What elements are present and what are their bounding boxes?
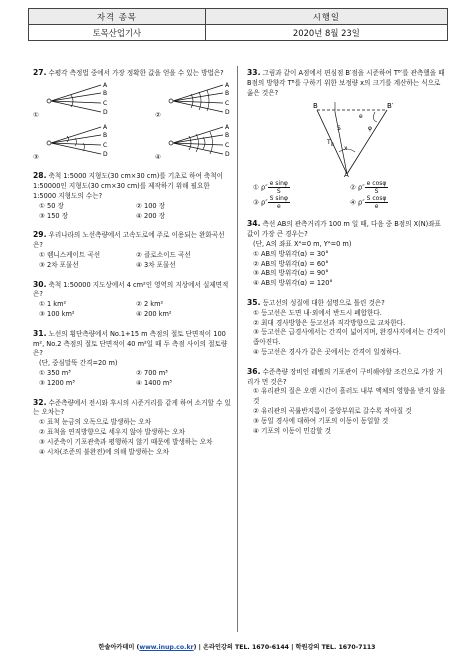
exam-header-table xyxy=(28,8,448,41)
q36-option-1[interactable]: ① 유리관의 질은 오랜 시간이 흘러도 내부 액체의 영향을 받지 않을 것 xyxy=(253,387,446,406)
svg-text:D: D xyxy=(103,150,108,158)
q36-text: 수준측량 장비인 레벨의 기포관이 구비해야할 조건으로 가장 거리가 먼 것은? xyxy=(247,367,443,386)
left-column xyxy=(33,68,233,466)
q32-option-2[interactable]: ② 표척을 연직방향으로 세우지 않아 발생하는 오차 xyxy=(39,427,185,436)
q34-note: (단, A의 좌표 Xᴬ=0 m, Yᴬ=0 m) xyxy=(253,239,352,248)
q35-option-1[interactable]: ① 등고선은 도면 내·외에서 반드시 폐합한다. xyxy=(253,308,382,317)
svg-text:C: C xyxy=(225,141,230,149)
q27-option-4[interactable]: ④ xyxy=(154,152,161,161)
q32-option-1[interactable]: ① 표척 눈금의 오독으로 발생하는 오차 xyxy=(39,418,151,427)
q31-note: (단, 중심말뚝 간격=20 m) xyxy=(39,359,118,368)
question-35 xyxy=(247,298,447,358)
q36-option-2[interactable]: ② 유리관의 곡률반지름이 중앙부위로 갈수록 작아질 것 xyxy=(253,406,412,415)
q29-option-4[interactable]: ④ 3차 포물선 xyxy=(136,260,176,269)
footer-brand: 한솔아카데미 ( xyxy=(98,644,140,651)
q36-option-3[interactable]: ③ 동일 경사에 대하여 기포의 이동이 동일할 것 xyxy=(253,416,389,425)
q36-number: 36. xyxy=(247,366,261,376)
q27-option-1[interactable]: ① xyxy=(33,110,39,119)
header-date-value: 2020년 8월 23일 xyxy=(205,25,447,41)
q31-option-1[interactable]: ① 350 m³ xyxy=(39,368,71,377)
question-36 xyxy=(247,367,447,437)
question-30 xyxy=(33,280,233,320)
q34-option-1[interactable]: ① AB의 방위각(α) = 30° xyxy=(253,249,329,258)
svg-text:D: D xyxy=(225,108,230,116)
footer-url-link[interactable]: www.inup.co.kr xyxy=(139,644,194,651)
header-subject-label: 자격 종목 xyxy=(29,9,206,25)
svg-text:B: B xyxy=(225,89,230,97)
svg-text:A: A xyxy=(344,171,349,179)
q30-text: 축척 1:50000 지도상에서 4 cm²인 영역의 지상에서 실제면적은? xyxy=(33,280,229,299)
svg-text:B: B xyxy=(103,89,108,97)
svg-text:A: A xyxy=(103,81,108,89)
q27-option-2[interactable]: ② xyxy=(154,110,161,119)
right-column xyxy=(247,68,447,445)
q29-option-2[interactable]: ② 클로소이드 곡선 xyxy=(136,250,191,259)
page-footer xyxy=(0,642,474,651)
question-32 xyxy=(33,398,233,458)
q30-option-3[interactable]: ③ 100 km² xyxy=(39,309,75,318)
q34-text: 측선 AB의 관측거리가 100 m 일 때, 다음 중 B점의 X(N)좌표 값이 가장 큰 경우는? xyxy=(247,220,441,239)
question-29 xyxy=(33,230,233,270)
q33-text: 그림과 같이 A점에서 편심점 B′점을 시준하여 Tᴮ′를 관측했을 때 B점의 방향각 Tᴮ를 구하기 위한 보정량 x의 크기를 계산하는 식으로 옳은 것은? xyxy=(247,69,445,97)
svg-text:B: B xyxy=(313,102,318,111)
q28-option-2[interactable]: ② 100 장 xyxy=(136,201,166,210)
q35-number: 35. xyxy=(247,297,261,307)
q27-number: 27. xyxy=(33,68,47,77)
svg-text:T: T xyxy=(327,139,331,147)
q29-number: 29. xyxy=(33,230,47,240)
footer-contact: ) | 온라인강의 TEL. 1670-6144 | 학원강의 TEL. 1670-7113 xyxy=(193,644,376,651)
column-divider xyxy=(237,66,238,632)
q31-text: 노선의 횡단측량에서 No.1+15 m 측점의 절토 단면적이 100 m², No.2 측점의 절토 단면적이 40 m²일 때 두 측점 사이의 절토량은? xyxy=(33,329,228,358)
svg-text:D: D xyxy=(103,108,108,116)
question-34 xyxy=(247,219,447,289)
q33-option-3[interactable]: ③ ρ″ $\frac{\text{S sinφ}}{e}$ xyxy=(253,195,288,211)
q36-option-4[interactable]: ④ 기포의 이동이 민감할 것 xyxy=(253,426,331,435)
svg-text:B: B xyxy=(103,131,108,139)
q35-option-2[interactable]: ② 최대 경사방향은 등고선과 직각방향으로 교차한다. xyxy=(253,318,406,327)
q30-option-1[interactable]: ① 1 km² xyxy=(39,300,67,309)
q31-number: 31. xyxy=(33,328,47,338)
svg-text:B′: B′ xyxy=(387,102,394,111)
q27-option-3[interactable]: ③ xyxy=(33,152,39,161)
svg-text:e: e xyxy=(359,113,363,121)
q30-option-4[interactable]: ④ 200 km² xyxy=(136,309,172,318)
q28-option-1[interactable]: ① 50 장 xyxy=(39,201,64,210)
q29-option-1[interactable]: ① 렘니스케이트 곡선 xyxy=(39,250,101,259)
svg-text:A: A xyxy=(103,123,108,131)
q30-number: 30. xyxy=(33,279,47,289)
q31-option-2[interactable]: ② 700 m³ xyxy=(136,368,168,377)
q28-text: 축척 1:5000 지형도(30 cm×30 cm)를 기초로 하여 축척이 1:50000인 지형도(30 cm×30 cm)를 제작하기 위해 필요한 1:5000 지형도의 수는? xyxy=(33,172,224,200)
q31-option-3[interactable]: ③ 1200 m³ xyxy=(39,378,75,387)
svg-text:S: S xyxy=(337,125,341,133)
question-28 xyxy=(33,171,233,221)
q33-number: 33. xyxy=(247,68,261,77)
q29-option-3[interactable]: ③ 2차 포물선 xyxy=(39,260,79,269)
q34-option-2[interactable]: ② AB의 방위각(α) = 60° xyxy=(253,259,329,268)
svg-text:B: B xyxy=(225,131,230,139)
svg-text:C: C xyxy=(103,141,108,149)
q27-text: 수평각 측정법 중에서 가장 정확한 값을 얻을 수 있는 방법은? xyxy=(48,69,224,77)
q33-option-2[interactable]: ② ρ″ $\frac{\text{e cosφ}}{S}$ xyxy=(350,180,387,196)
q27-figure-3 xyxy=(41,123,111,159)
svg-text:C: C xyxy=(103,99,108,107)
q27-figure-1 xyxy=(41,81,111,117)
q31-option-4[interactable]: ④ 1400 m³ xyxy=(136,378,172,387)
q32-option-3[interactable]: ③ 시준축이 기포관축과 평행하지 않기 때문에 발생하는 오차 xyxy=(39,437,213,446)
question-33 xyxy=(247,68,447,210)
q28-option-4[interactable]: ④ 200 장 xyxy=(136,211,166,220)
q33-option-1[interactable]: ① ρ″ $\frac{\text{e sinφ}}{S}$ xyxy=(253,180,288,196)
svg-text:A: A xyxy=(225,81,230,89)
q35-text: 등고선의 성질에 대한 설명으로 틀린 것은? xyxy=(262,298,385,307)
q35-option-4[interactable]: ④ 등고선은 경사가 같은 곳에서는 간격이 일정하다. xyxy=(253,347,401,356)
q32-text: 수준측량에서 전시와 후시의 시준거리를 같게 하여 소거할 수 있는 오차는? xyxy=(33,398,231,417)
q35-option-3[interactable]: ③ 등고선은 급경사에서는 간격이 넓어지며, 완경사지에서는 간격이 좁아진다. xyxy=(253,328,446,347)
q28-option-3[interactable]: ③ 150 장 xyxy=(39,211,69,220)
q27-figure-2 xyxy=(163,81,233,117)
svg-text:x: x xyxy=(344,145,348,153)
q32-number: 32. xyxy=(33,397,47,407)
q29-text: 우리나라의 노선측량에서 고속도로에 주로 이용되는 완화곡선은? xyxy=(33,231,225,250)
q32-option-4[interactable]: ④ 시차(조준의 불완전)에 의해 발생하는 오차 xyxy=(39,447,169,456)
q33-eccentric-figure xyxy=(247,100,447,178)
svg-text:B: B xyxy=(331,142,334,148)
q28-number: 28. xyxy=(33,171,47,181)
q27-figure-4 xyxy=(163,123,233,159)
svg-text:D: D xyxy=(225,150,230,158)
svg-text:A: A xyxy=(225,123,230,131)
q30-option-2[interactable]: ② 2 km² xyxy=(136,300,164,309)
q34-option-4[interactable]: ④ AB의 방위각(α) = 120° xyxy=(253,279,333,288)
header-subject-value: 토목산업기사 xyxy=(29,25,206,41)
q33-option-4[interactable]: ④ ρ″ $\frac{\text{S cosφ}}{e}$ xyxy=(350,195,387,211)
q34-number: 34. xyxy=(247,219,261,229)
header-date-label: 시행일 xyxy=(205,9,447,25)
question-31 xyxy=(33,329,233,389)
question-27 xyxy=(33,68,233,162)
q34-option-3[interactable]: ③ AB의 방위각(α) = 90° xyxy=(253,269,329,278)
svg-text:C: C xyxy=(225,99,230,107)
svg-text:φ: φ xyxy=(368,125,372,133)
